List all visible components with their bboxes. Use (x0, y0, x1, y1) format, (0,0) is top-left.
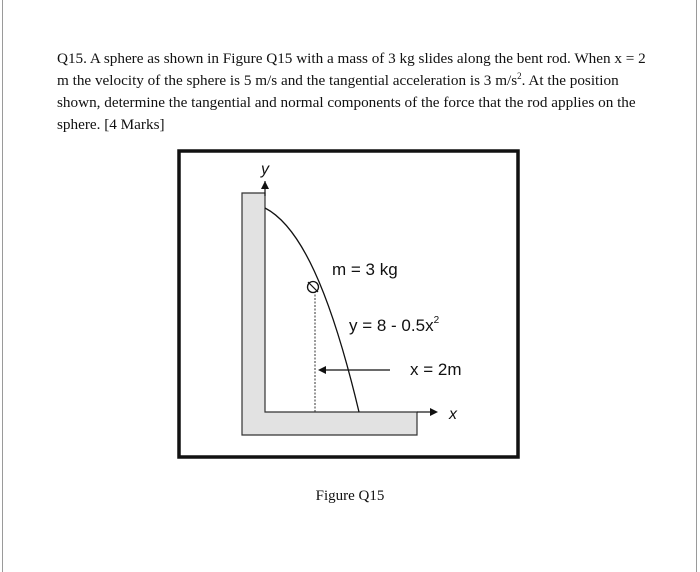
equation-label (349, 315, 440, 335)
figure-frame (179, 151, 518, 457)
equation-main: y = 8 - 0.5x (349, 316, 434, 335)
y-axis-label: y (261, 161, 269, 178)
equation-superscript: 2 (433, 315, 440, 326)
figure-caption: Figure Q15 (315, 488, 385, 504)
question-number: Q15. (57, 50, 87, 67)
question-superscript: 2 (517, 70, 522, 81)
position-label: x = 2m (410, 360, 462, 379)
x-axis-label: x (449, 406, 457, 423)
question-body-part-b: . At the position shown, determine the tangential and normal components of the force that the rod applies on the sphere. [4 Marks] (57, 72, 636, 133)
question-body-part-a: A sphere as shown in Figure Q15 with a mass of 3 kg slides along the bent rod. When x = 2 m the velocity of the sphere is 5 m/s and the tangential acceleration is 3 m/s (57, 50, 646, 89)
mass-label: m = 3 kg (332, 260, 398, 279)
